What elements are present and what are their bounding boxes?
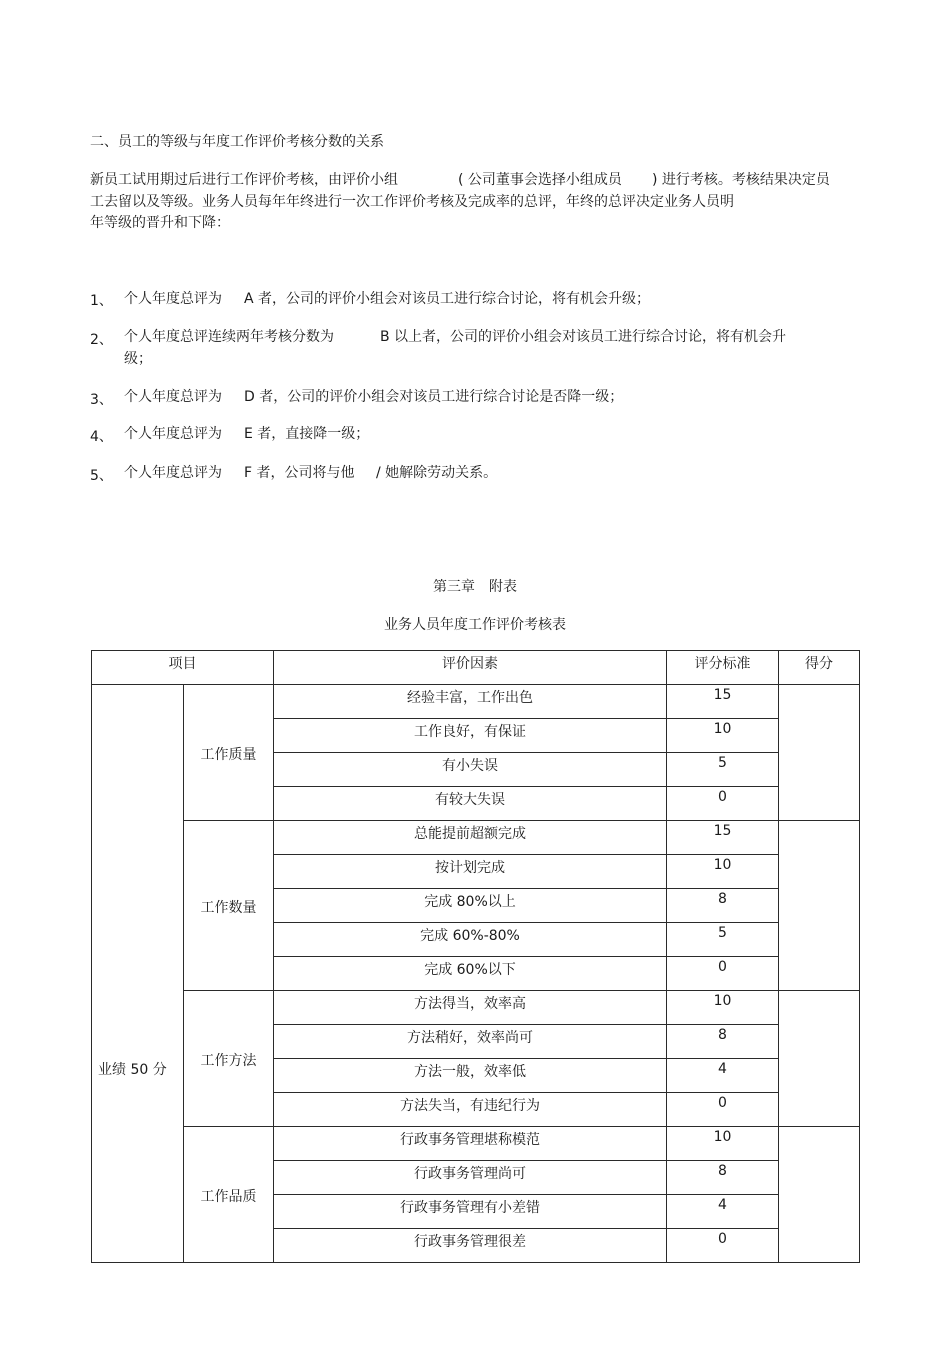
points-cell: 15: [667, 821, 779, 855]
points-cell: 10: [667, 1127, 779, 1161]
points-cell: 0: [667, 787, 779, 821]
rule-text-c: 级；: [124, 351, 152, 367]
factor-cell: 有较大失误: [274, 787, 667, 821]
table-row: [92, 1127, 860, 1161]
header-standard: 评分标准: [667, 651, 779, 685]
chapter-title: 第三章 附表: [433, 579, 517, 595]
points-cell: 10: [667, 855, 779, 889]
factor-cell: 完成 60%以下: [274, 957, 667, 991]
points-cell: 8: [667, 1161, 779, 1195]
rule-text-c: / 她解除劳动关系。: [376, 465, 498, 481]
rule-number: 1、: [90, 293, 113, 309]
group-name: 工作质量: [184, 685, 274, 821]
table-header-row: [92, 651, 860, 685]
points-cell: 10: [667, 991, 779, 1025]
category-cell: 业绩 50 分: [92, 685, 184, 1263]
factor-cell: 行政事务管理很差: [274, 1229, 667, 1263]
factor-cell: 工作良好，有保证: [274, 719, 667, 753]
points-cell: 4: [667, 1195, 779, 1229]
factor-cell: 方法失当，有违纪行为: [274, 1093, 667, 1127]
rule-text-a: 个人年度总评为: [124, 291, 222, 307]
rule-number: 5、: [90, 468, 113, 484]
score-cell[interactable]: [779, 821, 860, 991]
header-factor: 评价因素: [274, 651, 667, 685]
factor-cell: 完成 60%-80%: [274, 923, 667, 957]
rule-text-a: 个人年度总评连续两年考核分数为: [124, 329, 334, 345]
factor-cell: 完成 80%以上: [274, 889, 667, 923]
factor-cell: 方法稍好，效率尚可: [274, 1025, 667, 1059]
rule-number: 2、: [90, 332, 113, 348]
intro-line-1c: ) 进行考核。考核结果决定员: [652, 172, 830, 188]
points-cell: 8: [667, 889, 779, 923]
factor-cell: 方法得当，效率高: [274, 991, 667, 1025]
factor-cell: 行政事务管理堪称模范: [274, 1127, 667, 1161]
group-name: 工作数量: [184, 821, 274, 991]
header-item: 项目: [92, 651, 274, 685]
rule-text-b: F 者，公司将与他: [244, 465, 355, 481]
points-cell: 4: [667, 1059, 779, 1093]
group-name: 工作品质: [184, 1127, 274, 1263]
rule-text-b: B 以上者，公司的评价小组会对该员工进行综合讨论，将有机会升: [380, 329, 787, 345]
points-cell: 0: [667, 1093, 779, 1127]
factor-cell: 行政事务管理有小差错: [274, 1195, 667, 1229]
rule-number: 3、: [90, 392, 113, 408]
rule-text-a: 个人年度总评为: [124, 389, 222, 405]
points-cell: 0: [667, 957, 779, 991]
table-row: [92, 685, 860, 719]
intro-line-2: 工去留以及等级。业务人员每年年终进行一次工作评价考核及完成率的总评，年终的总评决定业务人员明: [90, 194, 734, 210]
points-cell: 10: [667, 719, 779, 753]
score-cell[interactable]: [779, 991, 860, 1127]
points-cell: 0: [667, 1229, 779, 1263]
evaluation-table: [91, 650, 860, 1263]
header-score: 得分: [779, 651, 860, 685]
points-cell: 8: [667, 1025, 779, 1059]
score-cell[interactable]: [779, 1127, 860, 1263]
table-row: [92, 991, 860, 1025]
rule-text-b: E 者，直接降一级；: [244, 426, 370, 442]
score-cell[interactable]: [779, 685, 860, 821]
intro-line-1a: 新员工试用期过后进行工作评价考核，由评价小组: [90, 172, 398, 188]
points-cell: 5: [667, 923, 779, 957]
factor-cell: 行政事务管理尚可: [274, 1161, 667, 1195]
factor-cell: 总能提前超额完成: [274, 821, 667, 855]
rule-text-a: 个人年度总评为: [124, 426, 222, 442]
section-heading: 二、员工的等级与年度工作评价考核分数的关系: [90, 134, 384, 150]
factor-cell: 按计划完成: [274, 855, 667, 889]
factor-cell: 有小失误: [274, 753, 667, 787]
factor-cell: 经验丰富，工作出色: [274, 685, 667, 719]
table-row: [92, 821, 860, 855]
rule-text-b: A 者，公司的评价小组会对该员工进行综合讨论，将有机会升级；: [244, 291, 651, 307]
intro-line-3: 年等级的晋升和下降：: [90, 215, 230, 231]
points-cell: 15: [667, 685, 779, 719]
points-cell: 5: [667, 753, 779, 787]
rule-text-b: D 者，公司的评价小组会对该员工进行综合讨论是否降一级；: [244, 389, 624, 405]
factor-cell: 方法一般，效率低: [274, 1059, 667, 1093]
rule-text-a: 个人年度总评为: [124, 465, 222, 481]
rule-number: 4、: [90, 429, 113, 445]
group-name: 工作方法: [184, 991, 274, 1127]
table-title: 业务人员年度工作评价考核表: [384, 617, 566, 633]
intro-line-1b: ( 公司董事会选择小组成员: [458, 172, 622, 188]
